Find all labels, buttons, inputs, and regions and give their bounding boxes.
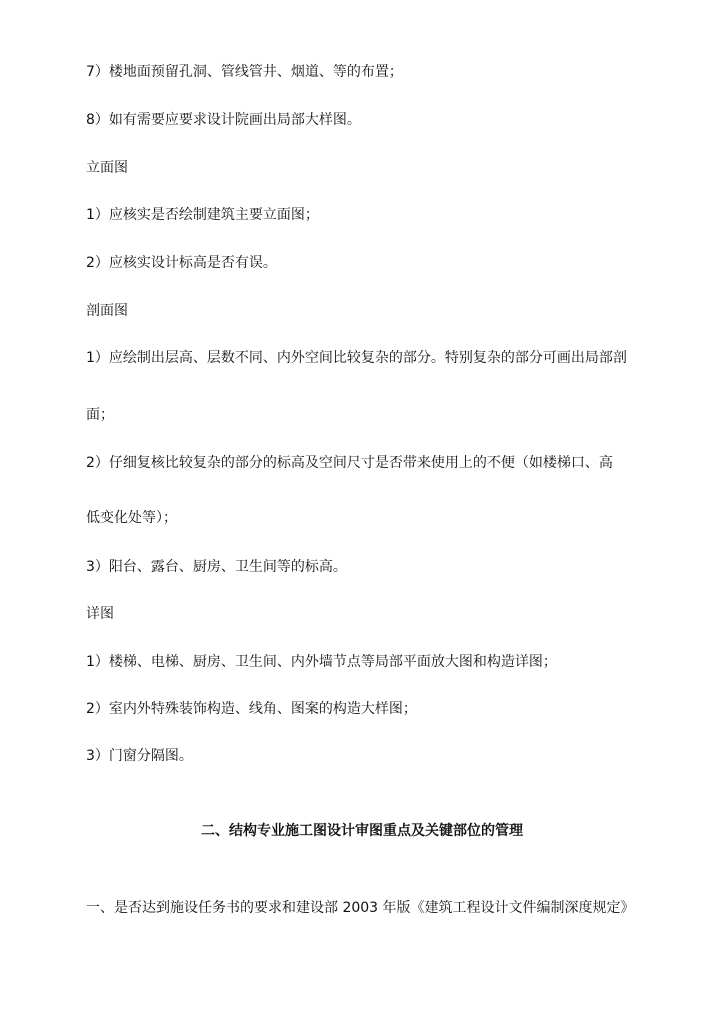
text-line: 2）室内外特殊装饰构造、线角、图案的构造大样图； <box>86 701 417 717</box>
subheading-elevation: 立面图 <box>86 160 128 176</box>
text-line: 2）应核实设计标高是否有误。 <box>86 255 277 271</box>
section-heading: 二、结构专业施工图设计审图重点及关键部位的管理 <box>201 823 523 839</box>
text-line: 1）应核实是否绘制建筑主要立面图； <box>86 207 319 223</box>
text-line: 面； <box>86 407 114 423</box>
text-line: 1）楼梯、电梯、厨房、卫生间、内外墙节点等局部平面放大图和构造详图； <box>86 654 557 670</box>
subheading-detail: 详图 <box>86 606 114 622</box>
text-line: 低变化处等）； <box>86 510 177 526</box>
text-line: 7）楼地面预留孔洞、管线管井、烟道、等的布置； <box>86 64 403 80</box>
subheading-section: 剖面图 <box>86 303 128 319</box>
text-line: 2）仔细复核比较复杂的部分的标高及空间尺寸是否带来使用上的不便（如楼梯口、高 <box>86 455 613 471</box>
text-line: 3）阳台、露台、厨房、卫生间等的标高。 <box>86 559 347 575</box>
text-line: 1）应绘制出层高、层数不同、内外空间比较复杂的部分。特别复杂的部分可画出局部剖 <box>86 350 627 366</box>
text-line: 3）门窗分隔图。 <box>86 748 193 764</box>
text-line: 8）如有需要应要求设计院画出局部大样图。 <box>86 112 361 128</box>
text-line: 一、是否达到施设任务书的要求和建设部 2003 年版《建筑工程设计文件编制深度规定》 <box>86 900 635 916</box>
